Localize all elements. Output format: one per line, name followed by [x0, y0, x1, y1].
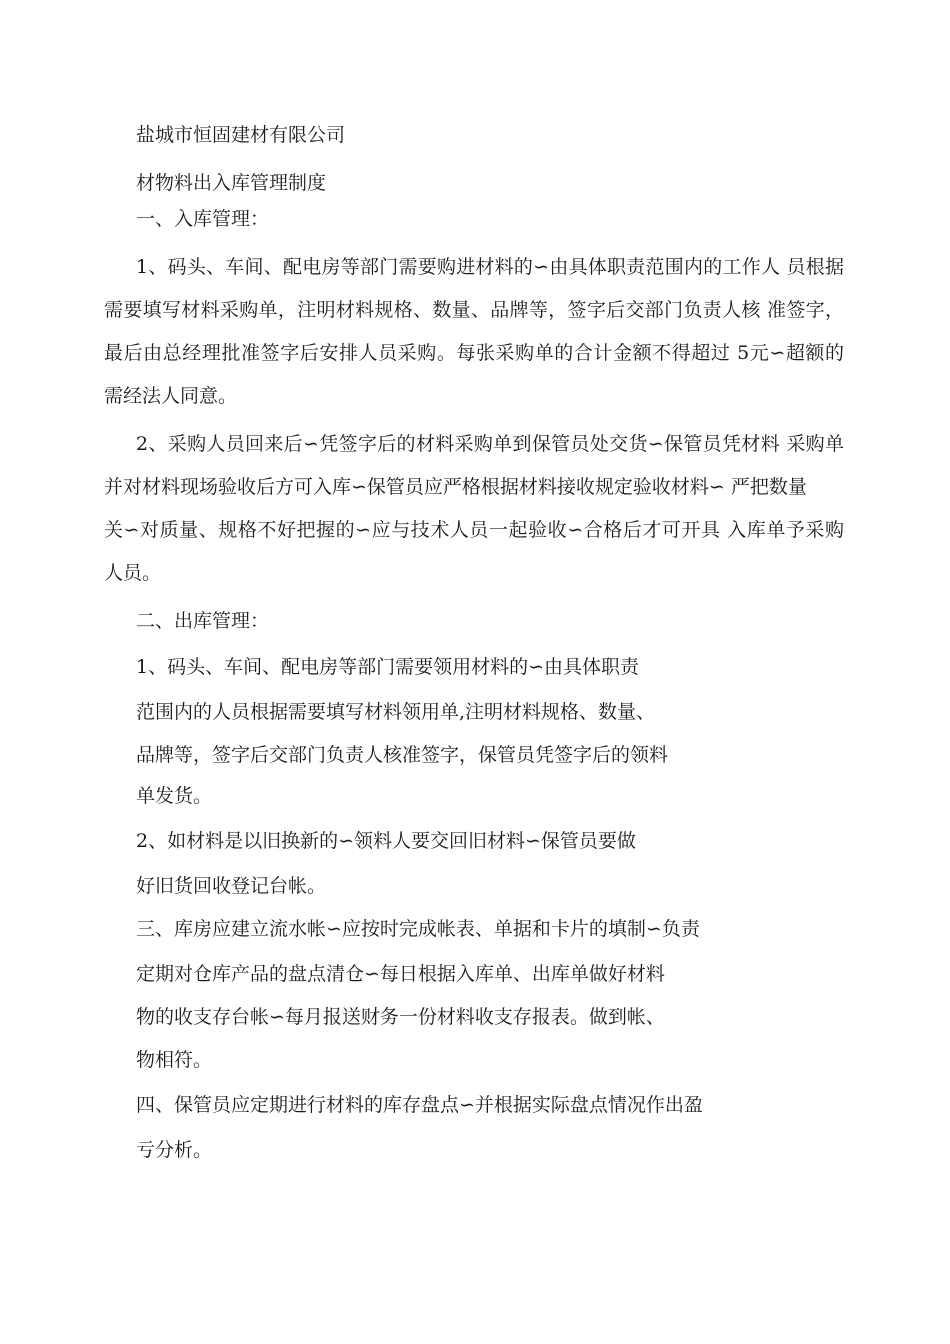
section-2-item-2-line-2: 好旧货回收登记台帐。 [136, 875, 327, 897]
section-4-line-2: 亏分析。 [136, 1139, 213, 1161]
section-1-item-1-line-4: 需经法人同意。 [104, 385, 238, 407]
section-1-item-2-line-3: 关∽对质量、规格不好把握的∽应与技术人员一起验收∽合格后才可开具 入库单予采购 [104, 519, 844, 541]
section-1-item-1-line-2: 需要填写材料采购单，注明材料规格、数量、品牌等，签字后交部门负责人核 准签字， [104, 299, 844, 321]
section-2-item-1-line-1: 1、码头、车间、配电房等部门需要领用材料的∽由具体职责 [136, 656, 640, 678]
section-1-item-1-line-3: 最后由总经理批准签字后安排人员采购。每张采购单的合计金额不得超过 5元∽超额的 [104, 342, 844, 364]
section-3-line-2: 定期对仓库产品的盘点清仓∽每日根据入库单、出库单做好材料 [136, 963, 665, 985]
company-name: 盐城市恒固建材有限公司 [136, 124, 346, 146]
section-2-item-1-line-4: 单发货。 [136, 785, 213, 807]
section-1-heading: 一、入库管理： [136, 208, 270, 230]
section-4-line-1: 四、保管员应定期进行材料的库存盘点∽并根据实际盘点情况作出盈 [136, 1094, 703, 1116]
section-2-item-1-line-3: 品牌等，签字后交部门负责人核准签字，保管员凭签字后的领料 [136, 744, 669, 766]
section-3-line-4: 物相符。 [136, 1049, 213, 1071]
section-1-item-2-line-1: 2、采购人员回来后∽凭签字后的材料采购单到保管员处交货∽保管员凭材料 采购单 [136, 433, 844, 455]
document-title: 材物料出入库管理制度 [136, 172, 327, 194]
section-2-heading: 二、出库管理： [136, 610, 270, 632]
section-3-line-1: 三、库房应建立流水帐∽应按时完成帐表、单据和卡片的填制∽负责 [136, 918, 700, 940]
section-2-item-1-line-2: 范围内的人员根据需要填写材料领用单,注明材料规格、数量、 [136, 701, 656, 723]
section-2-item-2-line-1: 2、如材料是以旧换新的∽领料人要交回旧材料∽保管员要做 [136, 830, 636, 852]
section-1-item-2-line-4: 人员。 [104, 562, 162, 584]
section-3-line-3: 物的收支存台帐∽每月报送财务一份材料收支存报表。做到帐、 [136, 1006, 665, 1028]
section-1-item-2-line-2: 并对材料现场验收后方可入库∽保管员应严格根据材料接收规定验收材料∽ 严把数量 [104, 476, 807, 498]
section-1-item-1-line-1: 1、码头、车间、配电房等部门需要购进材料的∽由具体职责范围内的工作人 员根据 [136, 256, 844, 278]
